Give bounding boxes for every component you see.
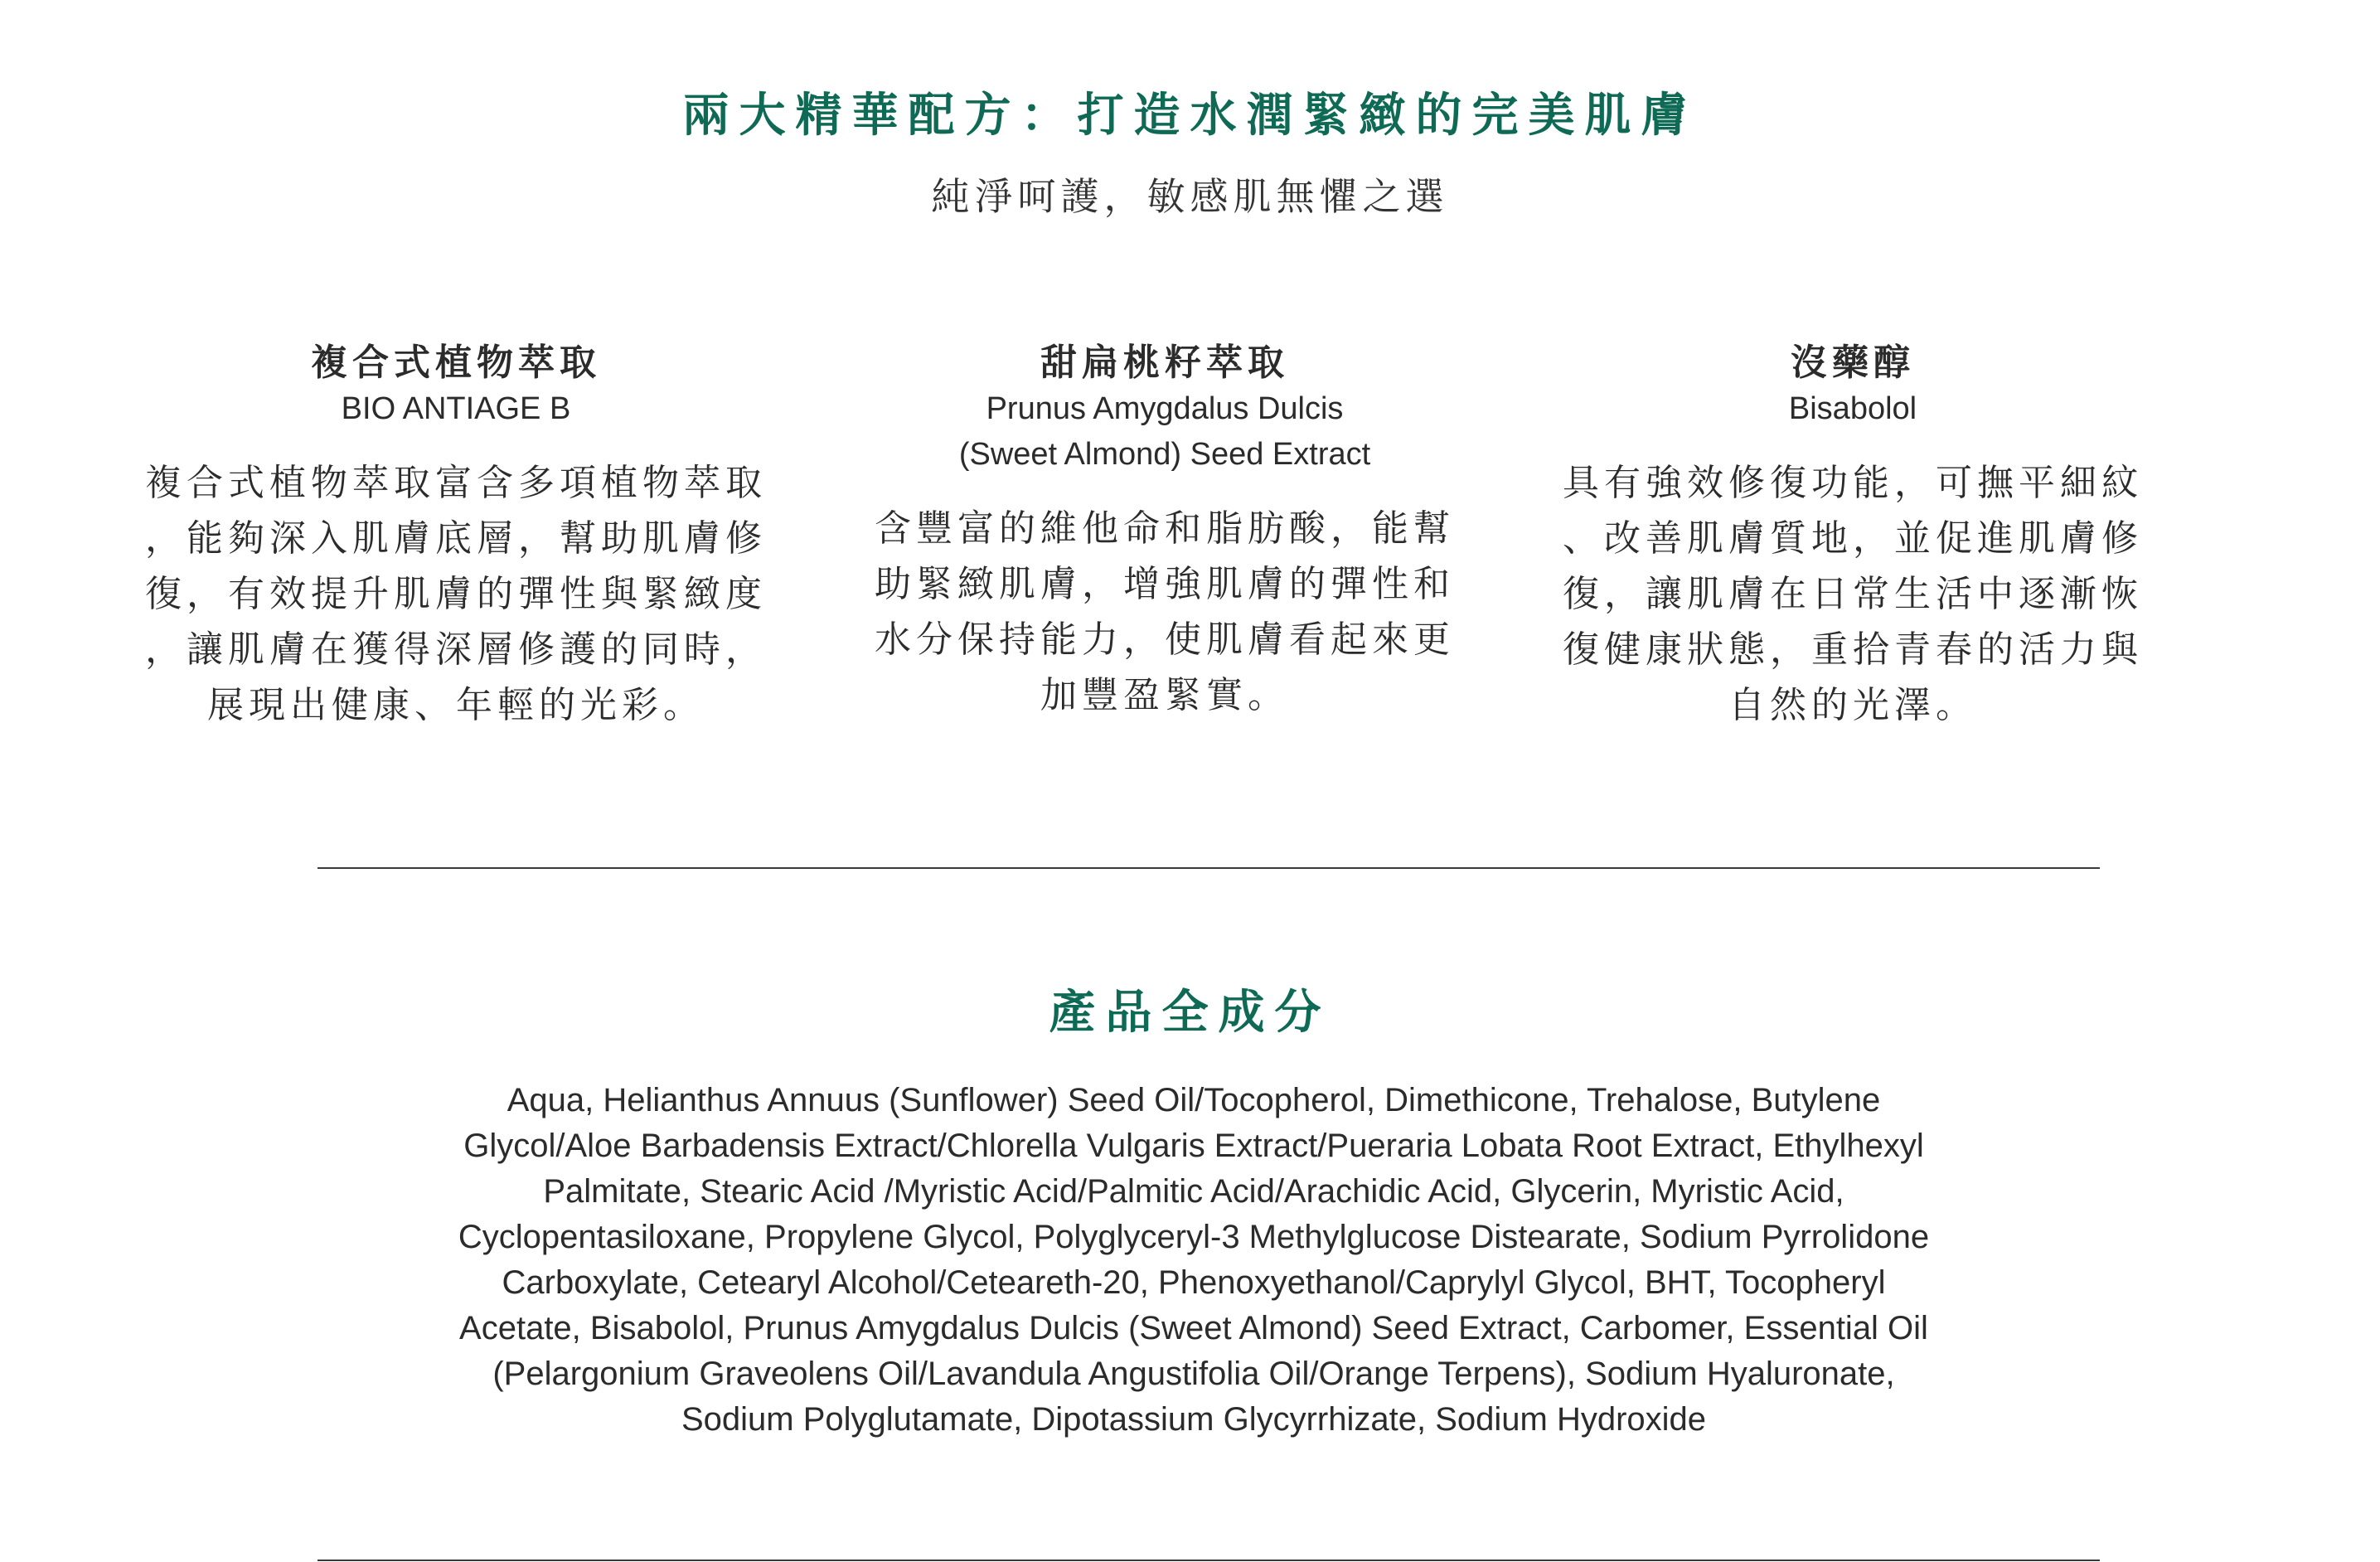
ingredient-name: 複合式植物萃取 — [311, 342, 601, 384]
ingredient-latin-name: Prunus Amygdalus Dulcis (Sweet Almond) Seed Extract — [958, 391, 1371, 472]
ingredient-card-sweet-almond — [841, 340, 1488, 723]
ingredient-latin-name: BIO ANTIAGE B — [341, 391, 571, 426]
page-subtitle: 純淨呵護，敏感肌無懼之選 — [931, 174, 1449, 219]
page-title: 兩大精華配方：打造水潤緊緻的完美肌膚 — [682, 89, 1698, 143]
ingredient-name: 甜扁桃籽萃取 — [1040, 342, 1289, 384]
section-divider-bottom — [317, 1560, 2100, 1561]
ingredient-description: 含豐富的維他命和脂肪酸，能幫 助緊緻肌膚，增強肌膚的彈性和 水分保持能力，使肌膚看起來更 加豐盈緊實。 — [875, 507, 1455, 716]
ingredient-card-bisabolol — [1529, 340, 2176, 733]
ingredient-name: 沒藥醇 — [1791, 342, 1915, 384]
section-divider — [317, 867, 2100, 869]
ingredient-latin-name: Bisabolol — [1788, 391, 1917, 426]
ingredient-description: 具有強效修復功能，可撫平細紋 、改善肌膚質地，並促進肌膚修 復，讓肌膚在日常生活中逐漸恢 復健康狀態，重拾青春的活力與 自然的光澤。 — [1563, 462, 2143, 726]
ingredient-description: 複合式植物萃取富含多項植物萃取 ，能夠深入肌膚底層，幫助肌膚修 復，有效提升肌膚的彈性與緊緻度 ，讓肌膚在獲得深層修護的同時， 展現出健康、年輕的光彩。 — [145, 462, 767, 726]
full-ingredients-list: Aqua, Helianthus Annuus (Sunflower) Seed Oil/Tocopherol, Dimethicone, Trehalose, Butylene Glycol/Aloe Barbadensis Extract/Chlorella Vulgaris Extract/Pueraria Lobata Root Extract, Ethylhexyl Palmitate, Stearic Acid /Myristic Acid/Palmitic Acid/Arachidic Acid, Glycerin, Myristic Acid, Cyclopentasiloxane, Propylene Glycol, Polyglyceryl-3 Methylglucose Distearate, Sodium Pyrrolidone Carboxylate, Cetearyl Alcohol/Ceteareth-20, Phenoxyethanol/Caprylyl Glycol, BHT, Tocopheryl Acetate, Bisabolol, Prunus Amygdalus Dulcis (Sweet Almond) Seed Extract, Carbomer, Essential Oil (Pelargonium Graveolens Oil/Lavandula Angustifolia Oil/Orange Terpens), Sodium Hyaluronate, Sodium Polyglutamate, Dipotassium Glycyrrhizate, Sodium Hydroxide — [458, 1082, 1930, 1438]
ingredient-card-plant-extract — [133, 340, 779, 733]
full-ingredients-title: 產品全成分 — [1049, 986, 1331, 1040]
